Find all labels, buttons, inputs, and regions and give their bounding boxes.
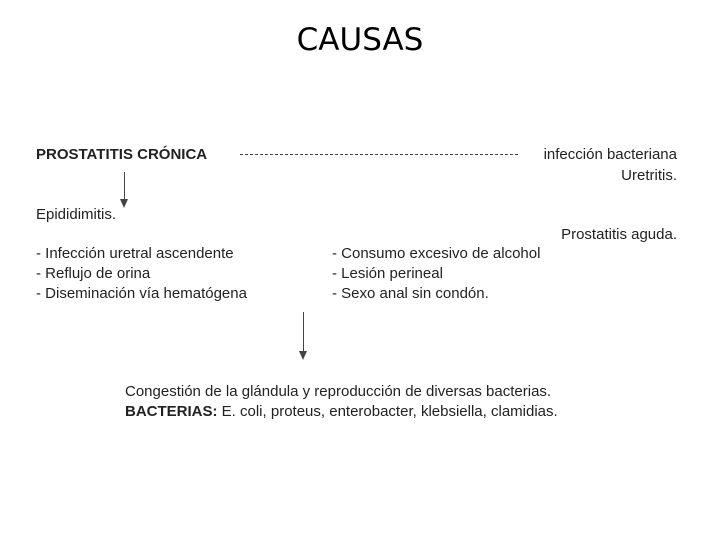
cause-prostatitis-aguda: Prostatitis aguda. <box>561 226 677 243</box>
arrow-shaft-1 <box>124 172 125 200</box>
arrow-down-icon <box>299 351 307 360</box>
cause-infeccion-bacteriana: infección bacteriana <box>543 146 677 163</box>
cause-uretritis: Uretritis. <box>621 167 677 184</box>
arrow-shaft-2 <box>303 312 304 352</box>
left-list-item: - Diseminación vía hematógena <box>36 285 247 302</box>
bacteria-label: BACTERIAS: <box>125 403 218 420</box>
result-line: Congestión de la glándula y reproducción de diversas bacterias. <box>125 383 552 400</box>
left-list-item: - Infección uretral ascendente <box>36 245 234 262</box>
root-label: PROSTATITIS CRÓNICA <box>36 146 208 163</box>
bacteria-list: E. coli, proteus, enterobacter, klebsiella, clamidias. <box>221 403 558 420</box>
slide-title: CAUSAS <box>296 22 424 58</box>
right-list-item: - Lesión perineal <box>332 265 443 282</box>
dashed-connector <box>240 154 518 155</box>
cause-epididimitis: Epididimitis. <box>36 206 117 223</box>
right-list-item: - Consumo excesivo de alcohol <box>332 245 541 262</box>
arrow-down-icon <box>120 199 128 208</box>
right-list-item: - Sexo anal sin condón. <box>332 285 489 302</box>
left-list-item: - Reflujo de orina <box>36 265 151 282</box>
bacteria-line <box>125 403 558 421</box>
